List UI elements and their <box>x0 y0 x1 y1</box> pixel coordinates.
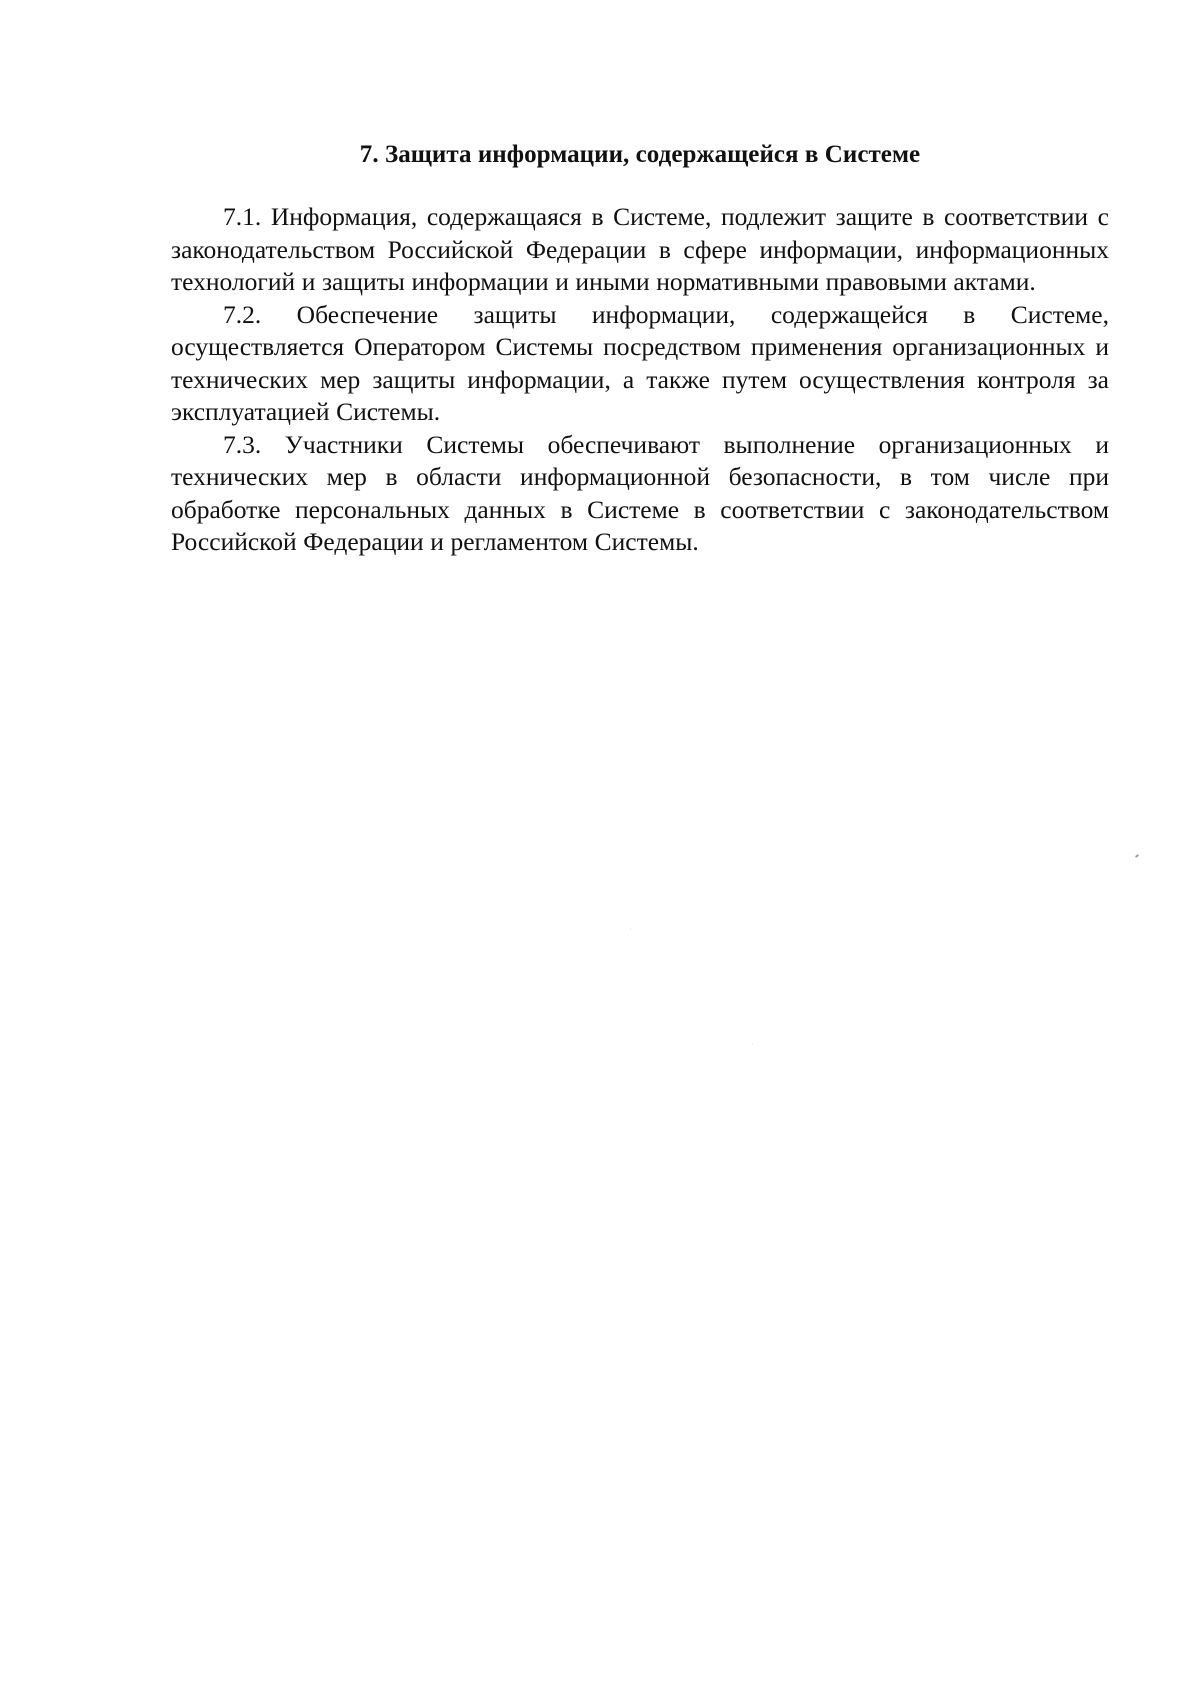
clause-7-1: 7.1. Информация, содержащаяся в Системе, подлежит защите в соответствии с законодательством Российской Федерации в сфере информации, информационных технологий и защиты информации и иными нормативными правовыми актами. <box>171 202 1109 296</box>
clause-list <box>171 201 1109 559</box>
scan-dust-mark <box>630 928 631 930</box>
clause-7-2: 7.2. Обеспечение защиты информации, содержащейся в Системе, осуществляется Оператором Системы посредством применения организационных и технических мер защиты информации, а также путем осуществления контроля за эксплуатацией Системы. <box>171 299 1109 426</box>
document-content <box>171 138 1109 559</box>
scan-dust-mark <box>752 1043 753 1045</box>
clause-7-3: 7.3. Участники Системы обеспечивают выполнение организационных и технических мер в области информационной безопасности, в том числе при обработке персональных данных в Системе в соответствии с законодательством Российской Федерации и регламентом Системы. <box>171 429 1109 556</box>
section-title: 7. Защита информации, содержащейся в Системе <box>359 141 921 168</box>
scan-speck-mark <box>1135 854 1139 858</box>
